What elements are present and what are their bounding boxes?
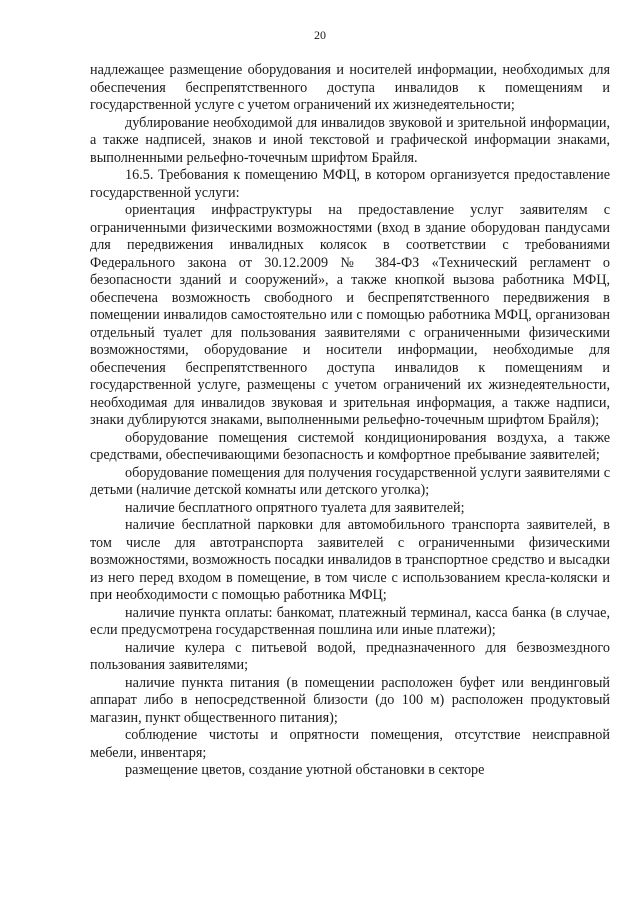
paragraph-parking: наличие бесплатной парковки для автомобильного транспорта заявителей, в том числе для автотранспорта заявителей с ограниченными физическими возможностями, возможность посадки инвалидов в транспортное средство и высадки из него перед входом в помещение, в том числе с использованием кресла-коляски и при необходимости с помощью работника МФЦ; (90, 517, 610, 603)
page-number: 20 (314, 28, 326, 42)
paragraph-flowers: размещение цветов, создание уютной обстановки в секторе (125, 762, 485, 778)
document-body (90, 62, 610, 780)
paragraph-placement-equipment: надлежащее размещение оборудования и носителей информации, необходимых для обеспечения беспрепятственного доступа инвалидов к помещениям и государственной услуге с учетом ограничений их жизнедеятельности; (90, 62, 610, 113)
paragraph-air-conditioning: оборудование помещения системой кондиционирования воздуха, а также средствами, обеспечивающими безопасность и комфортное пребывание заявителей; (90, 429, 610, 463)
paragraph-section-16-5: 16.5. Требования к помещению МФЦ, в котором организуется предоставление государственной услуги: (90, 167, 610, 201)
paragraph-children-room: оборудование помещения для получения государственной услуги заявителями с детьми (наличие детской комнаты или детского уголка); (90, 464, 610, 498)
paragraph-water-cooler: наличие кулера с питьевой водой, предназначенного для безвозмездного пользования заявителями; (90, 639, 610, 673)
paragraph-payment-point: наличие пункта оплаты: банкомат, платежный терминал, касса банка (в случае, если предусмотрена государственная пошлина или иные платежи); (90, 604, 610, 638)
paragraph-infrastructure: ориентация инфраструктуры на предоставление услуг заявителям с ограниченными физическими возможностями (вход в здание оборудован пандусами для передвижения инвалидных колясок в соответствии с требованиями Федерального закона от 30.12.2009 № 384-ФЗ «Технический регламент о безопасности зданий и сооружений», а также кнопкой вызова работника МФЦ, обеспечена возможность свободного и беспрепятственного передвижения в помещении инвалидов самостоятельно или с помощью работника МФЦ, организован отдельный туалет для пользования заявителями с ограниченными физическими возможностями, оборудование и носители информации, необходимые для обеспечения беспрепятственного доступа инвалидов к помещениям и государственной услуге, размещены с учетом ограничений их жизнедеятельности, необходимая для инвалидов звуковая и зрительная информация, а также надписи, знаки дублируются знаками, выполненными рельефно-точечным шрифтом Брайля); (90, 202, 610, 428)
paragraph-toilet: наличие бесплатного опрятного туалета для заявителей; (125, 499, 465, 516)
paragraph-duplication-info: дублирование необходимой для инвалидов звуковой и зрительной информации, а также надписей, знаков и иной текстовой и графической информации знаками, выполненными рельефно-точечным шрифтом Брайля. (90, 114, 610, 166)
paragraph-food-point: наличие пункта питания (в помещении расположен буфет или вендинговый аппарат либо в непосредственной близости (до 100 м) расположен продуктовый магазин, пункт общественного питания); (90, 674, 610, 726)
paragraph-cleanliness: соблюдение чистоты и опрятности помещения, отсутствие неисправной мебели, инвентаря; (90, 727, 610, 761)
